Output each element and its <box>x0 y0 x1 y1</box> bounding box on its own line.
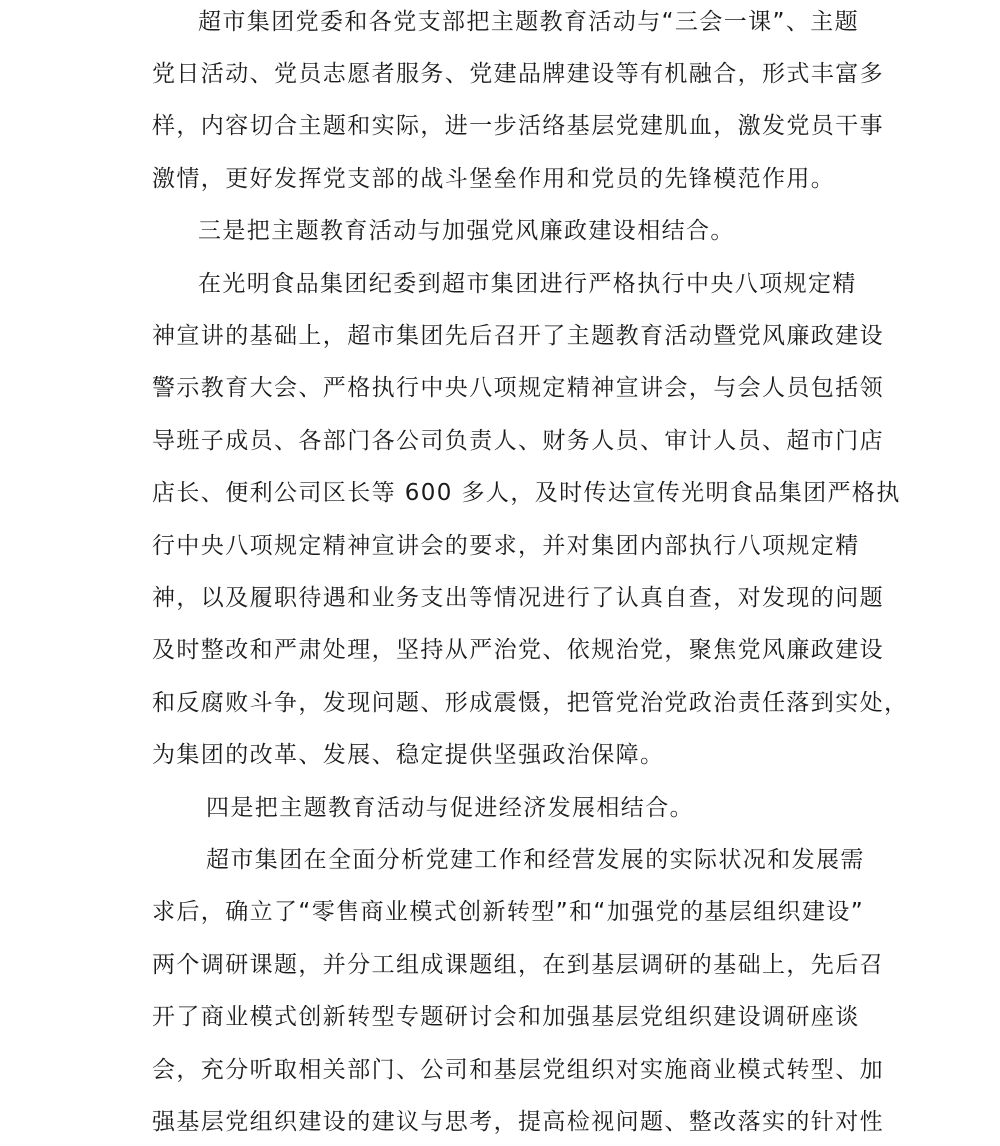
text-line: 开了商业模式创新转型专题研讨会和加强基层党组织建设调研座谈 <box>152 1004 860 1030</box>
text-line: 神，以及履职待遇和业务支出等情况进行了认真自查，对发现的问题 <box>152 585 884 611</box>
text-line: 求后，确立了“零售商业模式创新转型”和“加强党的基层组织建设” <box>152 899 865 925</box>
text-line: 超市集团在全面分析党建工作和经营发展的实际状况和发展需 <box>206 847 865 873</box>
text-line: 为集团的改革、发展、稳定提供坚强政治保障。 <box>152 742 665 768</box>
text-line: 激情，更好发挥党支部的战斗堡垒作用和党员的先锋模范作用。 <box>152 166 836 192</box>
text-line: 及时整改和严肃处理，坚持从严治党、依规治党，聚焦党风廉政建设 <box>152 637 884 663</box>
text-line: 导班子成员、各部门各公司负责人、财务人员、审计人员、超市门店 <box>152 428 884 454</box>
text-line: 党日活动、党员志愿者服务、党建品牌建设等有机融合，形式丰富多 <box>152 61 884 87</box>
text-line: 神宣讲的基础上，超市集团先后召开了主题教育活动暨党风廉政建设 <box>152 323 884 349</box>
text-line: 行中央八项规定精神宣讲会的要求，并对集团内部执行八项规定精 <box>152 533 860 559</box>
text-line: 在光明食品集团纪委到超市集团进行严格执行中央八项规定精 <box>198 271 857 297</box>
text-line: 会，充分听取相关部门、公司和基层党组织对实施商业模式转型、加 <box>152 1057 884 1083</box>
section-heading-3: 三是把主题教育活动与加强党风廉政建设相结合。 <box>198 218 735 244</box>
text-line: 样，内容切合主题和实际，进一步活络基层党建肌血，激发党员干事 <box>152 113 884 139</box>
text-line: 两个调研课题，并分工组成课题组，在到基层调研的基础上，先后召 <box>152 952 884 978</box>
text-line: 强基层党组织建设的建议与思考，提高检视问题、整改落实的针对性 <box>152 1109 884 1135</box>
text-line: 超市集团党委和各党支部把主题教育活动与“三会一课”、主题 <box>198 9 860 35</box>
text-line: 店长、便利公司区长等 600 多人，及时传达宣传光明食品集团严格执 <box>152 480 901 506</box>
text-line: 和反腐败斗争，发现问题、形成震慑，把管党治党政治责任落到实处， <box>152 690 909 716</box>
text-line: 警示教育大会、严格执行中央八项规定精神宣讲会，与会人员包括领 <box>152 375 884 401</box>
section-heading-4: 四是把主题教育活动与促进经济发展相结合。 <box>206 795 694 821</box>
